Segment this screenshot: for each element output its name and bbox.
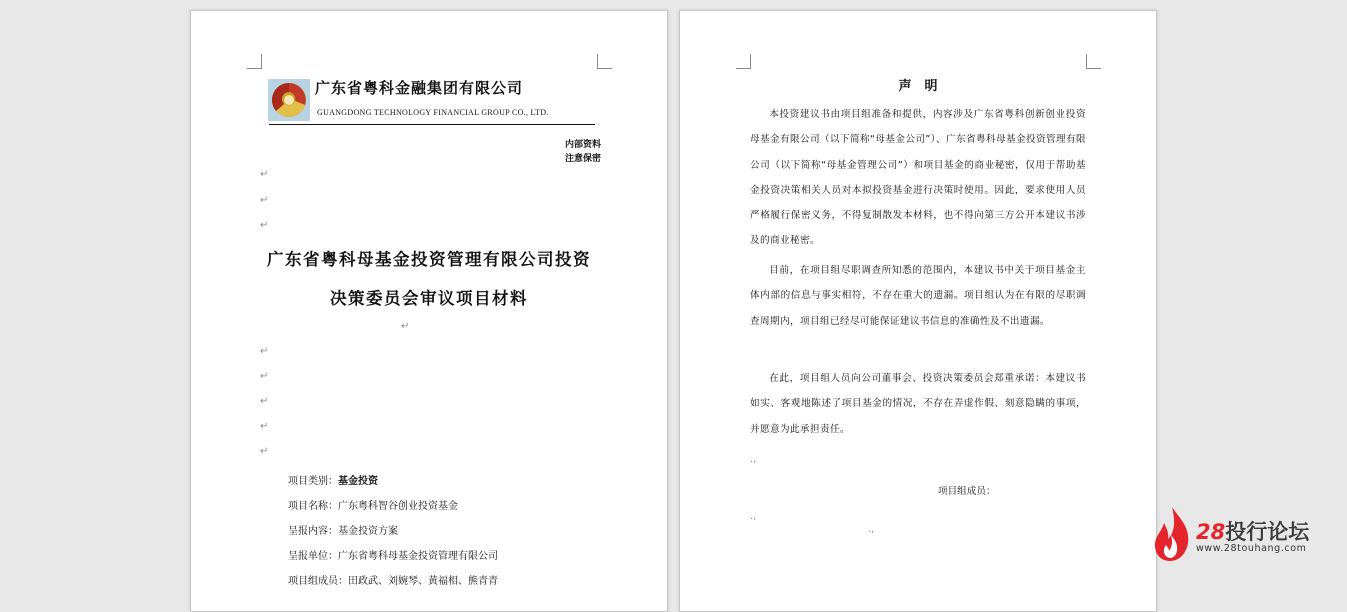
paragraph-mark-icon: ↵ <box>260 195 269 206</box>
document-title-line-2: 决策委员会审议项目材料 <box>330 289 528 308</box>
paragraph-mark-icon: ↵ <box>260 396 269 407</box>
paragraph-mark-icon: ↵ <box>260 346 269 357</box>
company-name-en: GUANGDONG TECHNOLOGY FINANCIAL GROUP CO., LTD. <box>317 108 549 117</box>
document-page-1 <box>190 10 668 612</box>
paragraph-mark-icon: ↵ <box>260 421 269 432</box>
forum-name: 28投行论坛 <box>1196 520 1310 544</box>
field-report-content: 呈报内容：基金投资方案 <box>288 526 398 537</box>
document-title-line-1: 广东省粤科母基金投资管理有限公司投资 <box>267 250 591 269</box>
paragraph-mark-icon: ↵ <box>260 169 269 180</box>
declaration-paragraph-3: 在此，项目组人员向公司董事会、投资决策委员会郑重承诺：本建议书如实、客观地陈述了项目基金的情况，不存在弄虚作假、刻意隐瞒的事项，并愿意为此承担责任。 <box>750 373 1086 435</box>
paragraph-mark-icon: ., <box>868 524 875 535</box>
declaration-title: 声 明 <box>898 79 938 94</box>
declaration-paragraph-1: 本投资建议书由项目组准备和提供，内容涉及广东省粤科创新创业投资母基金有限公司（以下简称“母基金公司”）、广东省粤科母基金投资管理有限公司（以下简称“母基金管理公司”）和项目基金的商业秘密，仅用于帮助基金投资决策相关人员对本拟投资基金进行决策时使用。因此，要求使用人员严格履行保密义务，不得复制散发本材料，也不得向第三方公开本建议书涉及的商业秘密。 <box>750 109 1086 247</box>
confidential-label-1: 内部资料 <box>564 140 601 150</box>
declaration-paragraph-2: 目前，在项目组尽职调查所知悉的范围内，本建议书中关于项目基金主体内部的信息与事实相符，不存在重大的遗漏。项目组认为在有限的尽职调查周期内，项目组已经尽可能保证建议书信息的准确性及不出遗漏。 <box>750 265 1086 327</box>
flame-icon <box>1150 505 1194 563</box>
header-rule <box>269 124 595 125</box>
paragraph-mark-icon: ↵ <box>260 371 269 382</box>
document-page-2 <box>679 10 1157 612</box>
paragraph-mark-icon: ↵ <box>260 220 269 231</box>
paragraph-mark-icon: ., <box>750 454 757 465</box>
team-members-label: 项目组成员： <box>938 486 996 497</box>
paragraph-mark-icon: ., <box>750 511 757 522</box>
company-logo <box>268 79 310 121</box>
paragraph-mark-icon: ↵ <box>401 321 410 332</box>
field-report-unit: 呈报单位：广东省粤科母基金投资管理有限公司 <box>288 551 498 562</box>
crop-mark <box>736 54 751 69</box>
paragraph-mark-icon: ↵ <box>260 446 269 457</box>
field-project-category: 项目类别：基金投资 <box>288 476 378 487</box>
company-name: 广东省粤科金融集团有限公司 <box>315 79 524 97</box>
crop-mark <box>1086 54 1101 69</box>
crop-mark <box>597 54 612 69</box>
confidential-label-2: 注意保密 <box>564 154 601 164</box>
field-project-name: 项目名称：广东粤科智谷创业投资基金 <box>288 501 458 512</box>
crop-mark <box>247 54 262 69</box>
field-team-members: 项目组成员：田政武、刘婉琴、黄福相、熊青青 <box>288 576 498 587</box>
forum-url: www.28touhang.com <box>1196 543 1307 554</box>
